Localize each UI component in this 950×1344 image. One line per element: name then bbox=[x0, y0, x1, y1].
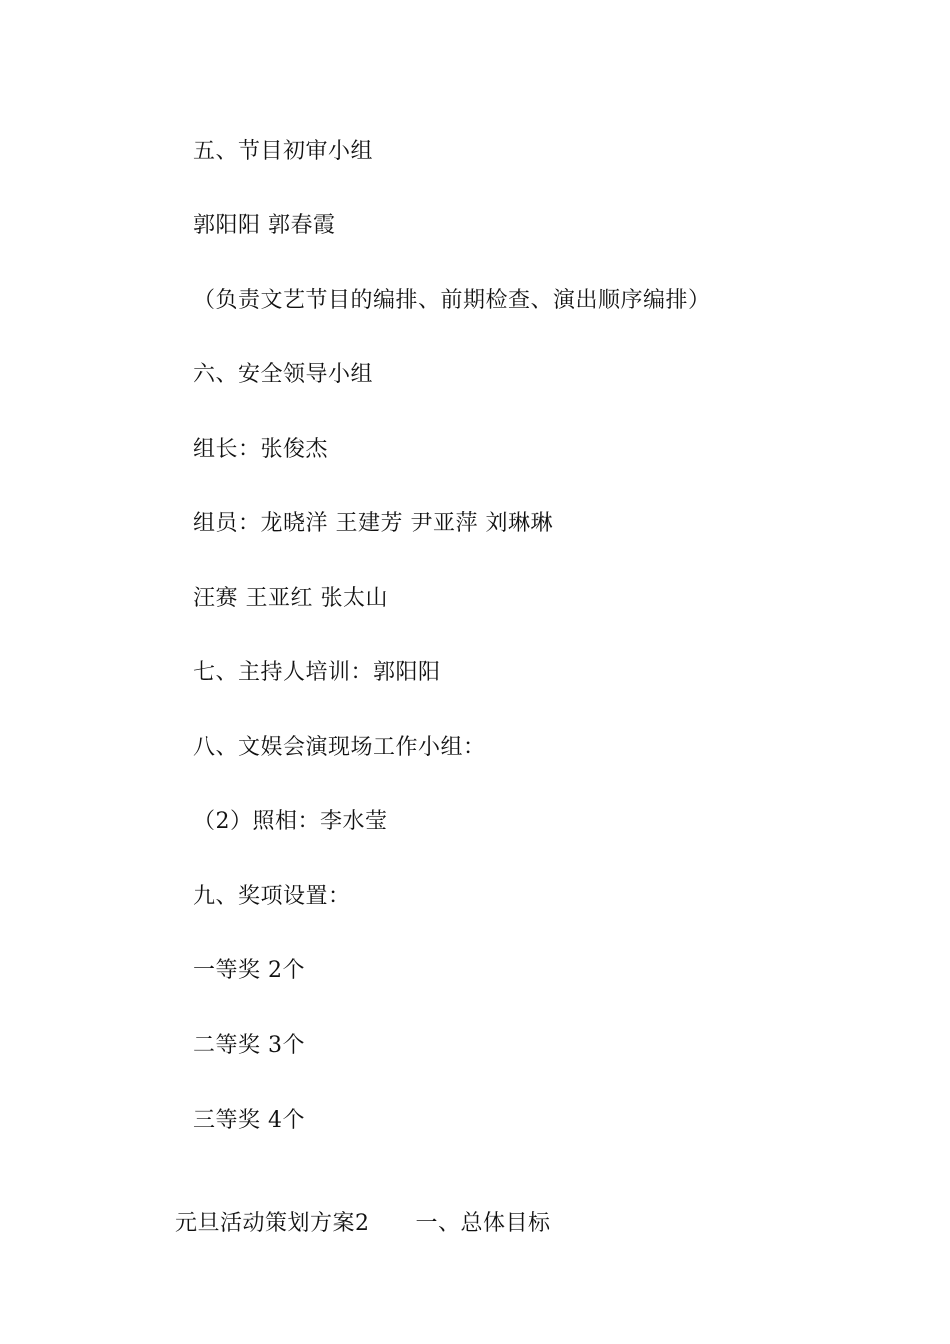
heading-program-review-group: 五、节目初审小组 bbox=[193, 139, 374, 164]
section-title: 元旦活动策划方案2 bbox=[174, 1211, 370, 1236]
section-subtitle: 一、总体目标 bbox=[415, 1211, 551, 1236]
section-heading-row bbox=[145, 1182, 551, 1266]
safety-group-leader: 组长：张俊杰 bbox=[193, 437, 329, 462]
photography-assignment: （2）照相：李水莹 bbox=[193, 809, 388, 834]
award-first-prize: 一等奖 2个 bbox=[193, 958, 305, 983]
heading-safety-group: 六、安全领导小组 bbox=[193, 362, 374, 387]
heading-awards: 九、奖项设置： bbox=[193, 884, 351, 909]
award-third-prize: 三等奖 4个 bbox=[193, 1108, 305, 1133]
safety-group-members-continued: 汪赛 王亚红 张太山 bbox=[193, 586, 388, 611]
review-group-duties: （负责文艺节目的编排、前期检查、演出顺序编排） bbox=[193, 288, 711, 313]
heading-onsite-work-group: 八、文娱会演现场工作小组： bbox=[193, 735, 486, 760]
host-training: 七、主持人培训：郭阳阳 bbox=[193, 660, 441, 685]
award-second-prize: 二等奖 3个 bbox=[193, 1033, 305, 1058]
review-group-members: 郭阳阳 郭春霞 bbox=[193, 213, 336, 238]
safety-group-members: 组员：龙晓洋 王建芳 尹亚萍 刘琳琳 bbox=[193, 511, 553, 536]
